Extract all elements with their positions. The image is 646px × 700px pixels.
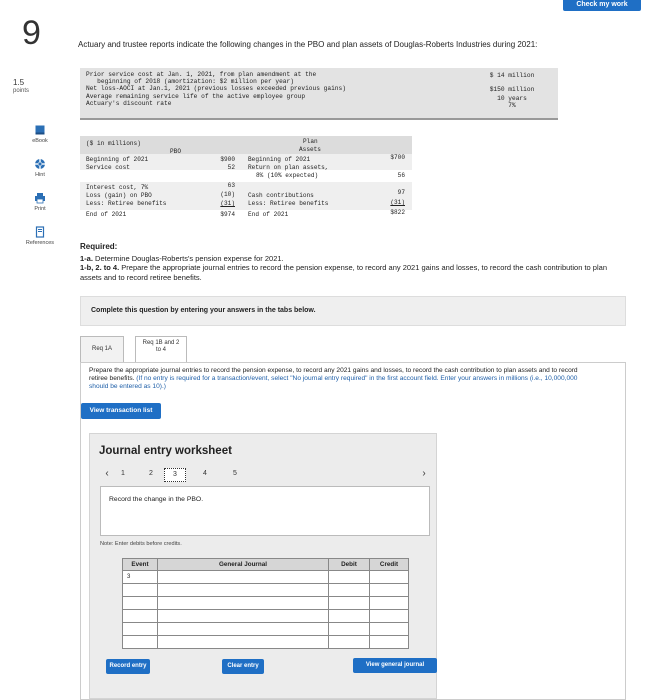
- sidebar-item-hint[interactable]: [20, 158, 60, 178]
- sidebar-item-label: Hint: [35, 172, 45, 178]
- tab-label: Req 1B and 2: [142, 340, 180, 346]
- credit-input[interactable]: [369, 622, 409, 636]
- required-part-1b-label: 1-b, 2. to 4.: [80, 263, 120, 272]
- sidebar-item-print[interactable]: [20, 192, 60, 212]
- entry-instructions-note: (If no entry is required for a transaction/event, select "No journal entry required" in the first account field. Enter your answers in millions (i.e., 10,000,000 should be entered as 10).): [89, 375, 578, 390]
- pbo-plan-assets-table: [80, 136, 412, 224]
- table-row-label: Beginning of 2021: [86, 156, 149, 163]
- credit-input[interactable]: [369, 609, 409, 623]
- points-label: points: [13, 88, 30, 94]
- record-entry-button[interactable]: Record entry: [106, 659, 150, 674]
- debit-input[interactable]: [328, 596, 370, 610]
- page-button[interactable]: 4: [203, 470, 207, 477]
- event-cell: [122, 622, 158, 636]
- given-line: Average remaining service life of the active employee group: [86, 92, 306, 100]
- pbo-header: PBO: [170, 148, 181, 155]
- account-input[interactable]: [157, 609, 329, 623]
- account-input[interactable]: [157, 635, 329, 649]
- required-part-1a: [80, 254, 284, 263]
- required-part-1a-label: 1-a.: [80, 254, 93, 263]
- column-header-credit: Credit: [369, 558, 409, 571]
- required-part-1b-text: Prepare the appropriate journal entries to record the pension expense, to record any 2021 gains and losses, to record the cash contribution to plan assets and to record retiree benefits.: [80, 263, 607, 282]
- tab-req-1a[interactable]: [80, 336, 124, 363]
- question-number: 9: [22, 14, 41, 52]
- table-cell: $900: [220, 156, 235, 163]
- table-unit-label: ($ in millions): [86, 140, 141, 147]
- debit-input[interactable]: [328, 609, 370, 623]
- debit-input[interactable]: [328, 570, 370, 584]
- account-input[interactable]: [157, 583, 329, 597]
- page-button-current[interactable]: 3: [164, 468, 186, 482]
- column-header-event: Event: [122, 558, 158, 571]
- page-button[interactable]: 2: [149, 470, 153, 477]
- required-part-1a-text: Determine Douglas-Roberts's pension expense for 2021.: [92, 254, 284, 263]
- view-general-journal-button[interactable]: View general journal: [353, 658, 437, 673]
- required-title: Required:: [80, 242, 118, 251]
- credit-input[interactable]: [369, 596, 409, 610]
- account-input[interactable]: [157, 622, 329, 636]
- page-button[interactable]: 5: [233, 470, 237, 477]
- entry-description: Record the change in the PBO.: [109, 496, 204, 503]
- account-input[interactable]: [157, 570, 329, 584]
- document-icon: [34, 226, 46, 238]
- book-icon: [34, 124, 46, 136]
- table-cell: (10): [220, 191, 235, 198]
- view-transaction-list-button[interactable]: View transaction list: [81, 403, 161, 419]
- entry-instructions-main: Prepare the appropriate journal entries to record the pension expense, to record any 2021 gains and losses, to record the cash contribution to plan assets and to record retiree benefits.: [89, 367, 578, 382]
- table-cell: (31): [220, 200, 235, 207]
- debit-input[interactable]: [328, 635, 370, 649]
- table-row-label: Return on plan assets,: [248, 164, 329, 171]
- table-cell: $700: [390, 154, 405, 161]
- debit-input[interactable]: [328, 583, 370, 597]
- worksheet-title: Journal entry worksheet: [99, 445, 232, 457]
- sidebar-item-label: Print: [34, 206, 46, 212]
- required-part-1b: [80, 263, 625, 283]
- table-cell: 52: [227, 164, 235, 171]
- credit-input[interactable]: [369, 570, 409, 584]
- tab-label: Req 1A: [91, 346, 112, 352]
- account-input[interactable]: [157, 596, 329, 610]
- table-row-label: Beginning of 2021: [248, 156, 311, 163]
- lifebuoy-icon: [34, 158, 46, 170]
- table-row-label: Cash contributions: [248, 192, 314, 199]
- clear-entry-button[interactable]: Clear entry: [222, 659, 264, 674]
- given-value: 10 years: [497, 95, 527, 102]
- table-cell: 56: [397, 172, 405, 179]
- printer-icon: [34, 192, 46, 204]
- event-cell: [122, 609, 158, 623]
- check-my-work-button[interactable]: Check my work: [563, 0, 641, 11]
- table-row-label: Interest cost, 7%: [86, 184, 149, 191]
- event-cell: [122, 596, 158, 610]
- sidebar-item-ebook[interactable]: [20, 124, 60, 144]
- table-cell: 63: [227, 182, 235, 189]
- complete-instructions-box: [80, 296, 626, 326]
- question-prompt: Actuary and trustee reports indicate the following changes in the PBO and plan assets of Douglas-Roberts Industries during 2021:: [78, 40, 538, 49]
- debits-note: Note: Enter debits before credits.: [100, 541, 182, 547]
- event-cell: [122, 583, 158, 597]
- entry-description-box: [100, 486, 430, 536]
- sidebar-item-label: eBook: [32, 138, 48, 144]
- worksheet-pager: [100, 468, 436, 482]
- debit-input[interactable]: [328, 622, 370, 636]
- given-line: Net loss-AOCI at Jan.1, 2021 (previous losses exceeded previous gains): [86, 85, 346, 93]
- table-row-label: Loss (gain) on PBO: [86, 192, 152, 199]
- plan-assets-header: Assets: [299, 146, 321, 153]
- event-cell: [122, 635, 158, 649]
- credit-input[interactable]: [369, 583, 409, 597]
- given-value: $150 million: [489, 86, 535, 93]
- column-header-general-journal: General Journal: [157, 558, 329, 571]
- entry-instructions: [89, 367, 589, 391]
- table-cell: $974: [220, 211, 235, 218]
- table-row-label: Less: Retiree benefits: [248, 200, 329, 207]
- plan-assets-header: Plan: [303, 138, 318, 145]
- table-row-label: 8% (10% expected): [256, 172, 319, 179]
- page-button[interactable]: 1: [121, 470, 125, 477]
- tab-panel: [80, 362, 626, 700]
- given-line: Prior service cost at Jan. 1, 2021, from plan amendment at the: [86, 71, 317, 78]
- event-cell: 3: [122, 570, 158, 584]
- given-data-box: [80, 68, 558, 120]
- given-line: beginning of 2018 (amortization: $2 million per year): [86, 78, 294, 86]
- table-row-label: End of 2021: [86, 211, 127, 218]
- given-line: Actuary's discount rate: [86, 99, 172, 107]
- sidebar-item-references[interactable]: [20, 226, 60, 246]
- tab-req-1b-2-4[interactable]: [135, 336, 187, 363]
- table-cell: (31): [390, 199, 405, 206]
- table-cell: 97: [397, 189, 405, 196]
- complete-instructions-text: Complete this question by entering your answers in the tabs below.: [91, 307, 316, 314]
- table-row-label: Service cost: [86, 164, 130, 171]
- table-row-label: Less: Retiree benefits: [86, 200, 167, 207]
- table-row-label: End of 2021: [248, 211, 289, 218]
- column-header-debit: Debit: [328, 558, 370, 571]
- given-value: $ 14 million: [489, 72, 535, 79]
- sidebar-item-label: References: [25, 240, 55, 246]
- chevron-right-icon[interactable]: ›: [422, 468, 426, 479]
- chevron-left-icon[interactable]: ‹: [105, 468, 109, 479]
- tab-label: to 4: [155, 347, 166, 353]
- credit-input[interactable]: [369, 635, 409, 649]
- given-value: 7%: [508, 102, 516, 109]
- points-value: 1.5: [13, 78, 25, 87]
- table-cell: $822: [390, 209, 405, 216]
